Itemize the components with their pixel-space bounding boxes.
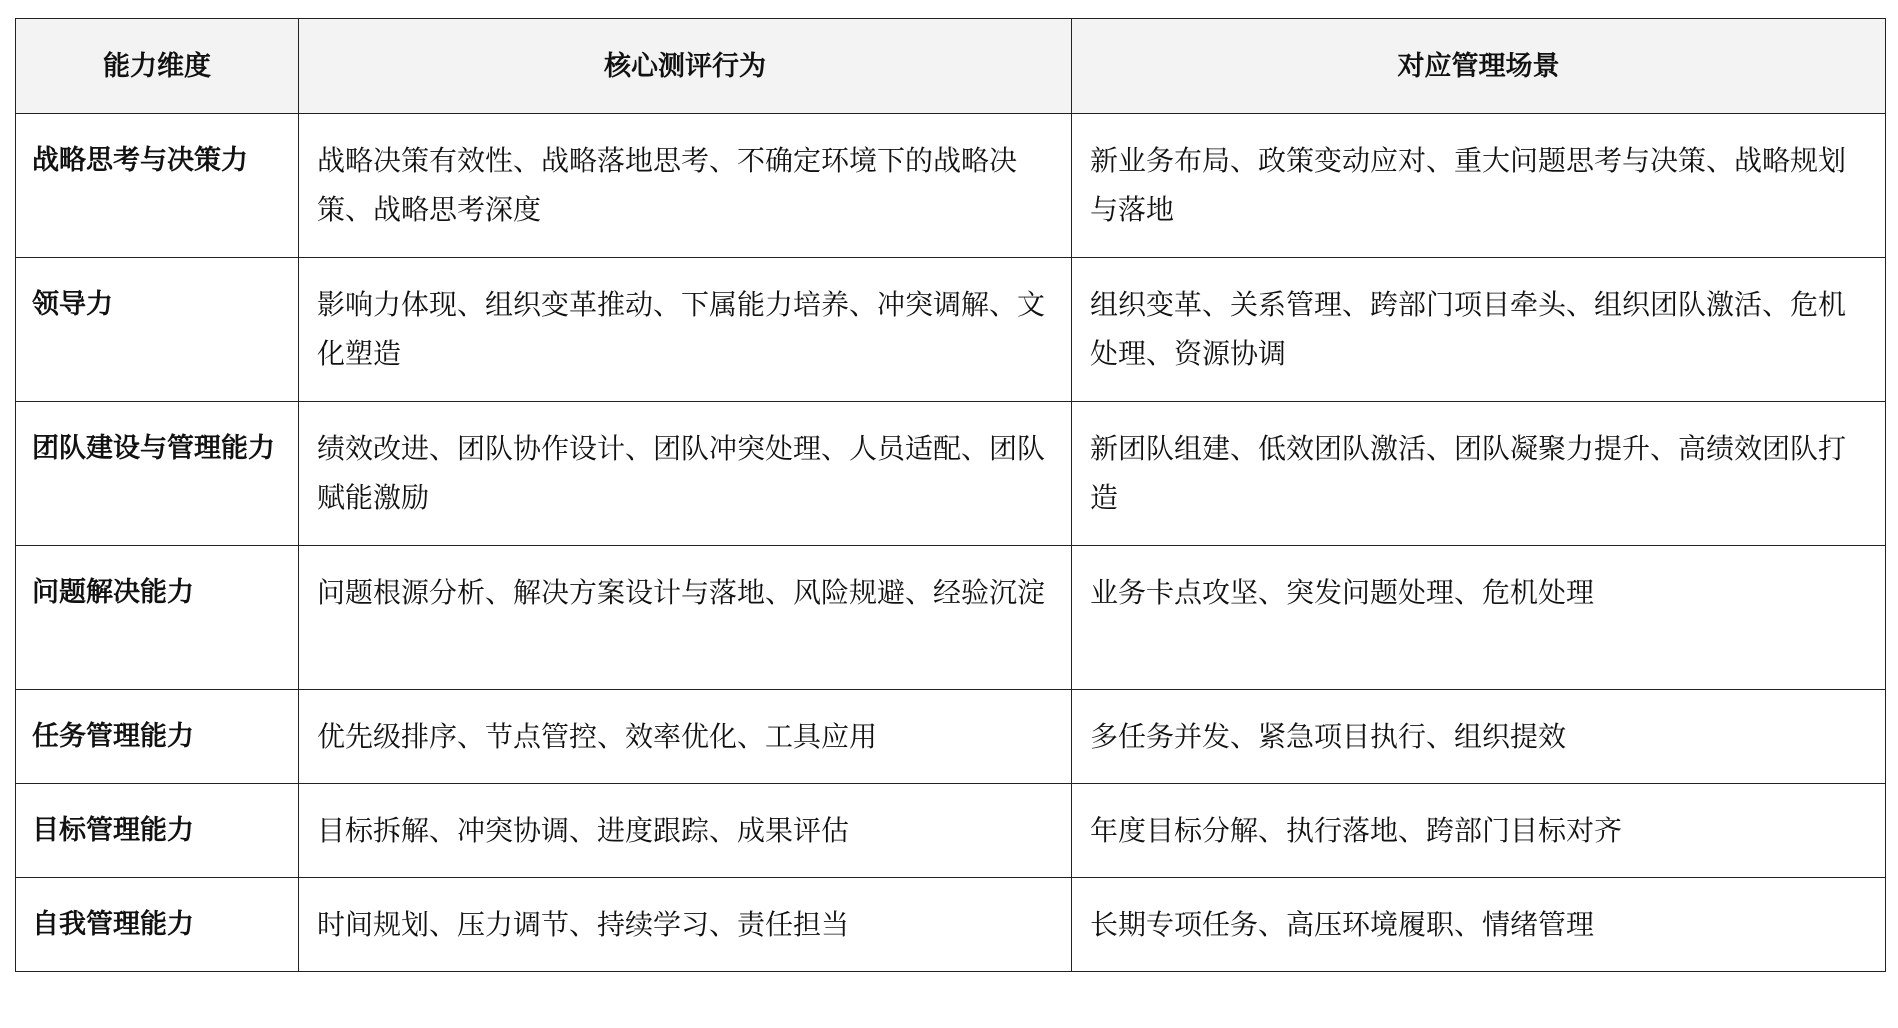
cell-behaviors: 目标拆解、冲突协调、进度跟踪、成果评估 [299,784,1072,878]
cell-behaviors: 时间规划、压力调节、持续学习、责任担当 [299,878,1072,972]
table-row [16,402,1886,546]
header-scenarios: 对应管理场景 [1072,19,1886,114]
table-row [16,878,1886,972]
cell-dimension: 战略思考与决策力 [16,114,299,258]
table-row [16,546,1886,690]
cell-behaviors: 战略决策有效性、战略落地思考、不确定环境下的战略决策、战略思考深度 [299,114,1072,258]
cell-dimension: 任务管理能力 [16,690,299,784]
cell-dimension: 团队建设与管理能力 [16,402,299,546]
cell-scenarios: 组织变革、关系管理、跨部门项目牵头、组织团队激活、危机处理、资源协调 [1072,258,1886,402]
table-row [16,690,1886,784]
cell-behaviors: 绩效改进、团队协作设计、团队冲突处理、人员适配、团队赋能激励 [299,402,1072,546]
cell-dimension: 自我管理能力 [16,878,299,972]
cell-scenarios: 新团队组建、低效团队激活、团队凝聚力提升、高绩效团队打造 [1072,402,1886,546]
cell-behaviors: 优先级排序、节点管控、效率优化、工具应用 [299,690,1072,784]
header-behaviors: 核心测评行为 [299,19,1072,114]
cell-scenarios: 多任务并发、紧急项目执行、组织提效 [1072,690,1886,784]
cell-dimension: 问题解决能力 [16,546,299,690]
header-dimension: 能力维度 [16,19,299,114]
competency-table [15,18,1886,972]
cell-dimension: 领导力 [16,258,299,402]
cell-behaviors: 问题根源分析、解决方案设计与落地、风险规避、经验沉淀 [299,546,1072,690]
cell-dimension: 目标管理能力 [16,784,299,878]
table-header-row [16,19,1886,114]
table-row [16,784,1886,878]
cell-behaviors: 影响力体现、组织变革推动、下属能力培养、冲突调解、文化塑造 [299,258,1072,402]
cell-scenarios: 业务卡点攻坚、突发问题处理、危机处理 [1072,546,1886,690]
cell-scenarios: 长期专项任务、高压环境履职、情绪管理 [1072,878,1886,972]
table-row [16,258,1886,402]
cell-scenarios: 年度目标分解、执行落地、跨部门目标对齐 [1072,784,1886,878]
table-row [16,114,1886,258]
cell-scenarios: 新业务布局、政策变动应对、重大问题思考与决策、战略规划与落地 [1072,114,1886,258]
competency-table-container [15,18,1885,972]
